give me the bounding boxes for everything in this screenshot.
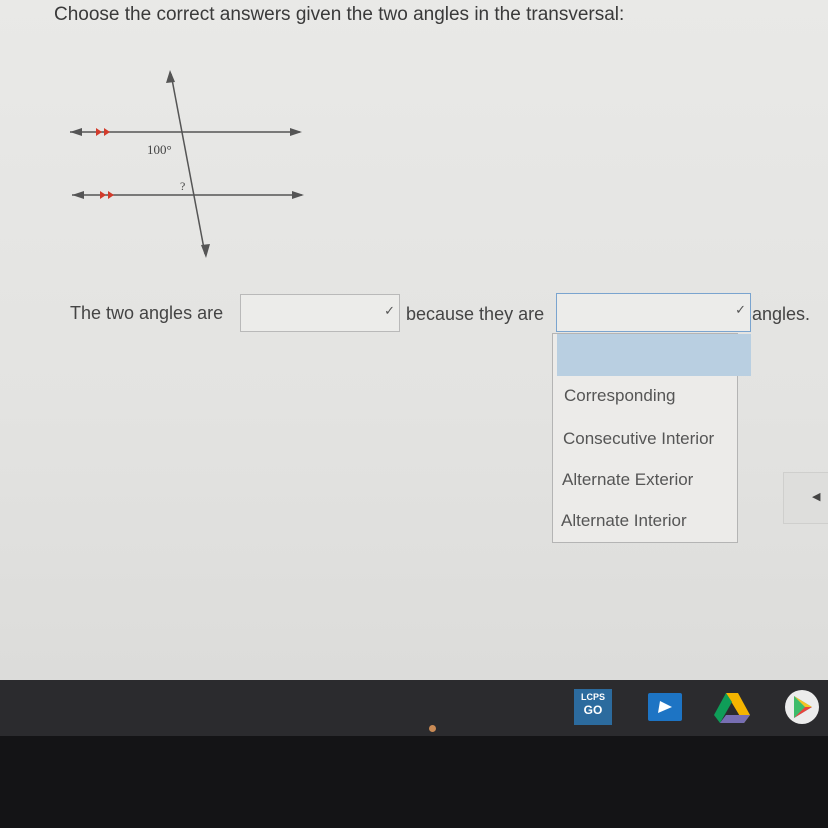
google-drive-icon[interactable] — [713, 689, 751, 725]
option-corresponding[interactable]: Corresponding — [564, 386, 676, 405]
option-alternate-interior[interactable]: Alternate Interior — [561, 511, 687, 530]
angle-relationship-select[interactable] — [240, 294, 400, 332]
chevron-down-icon: ✓ — [735, 302, 746, 317]
option-consecutive-interior[interactable]: Consecutive Interior — [563, 429, 715, 448]
taskbar — [0, 680, 828, 736]
parallel-line-bottom — [72, 191, 304, 199]
lcps-go-label-bottom: GO — [583, 703, 603, 717]
angle-type-dropdown-menu — [552, 333, 738, 543]
angle-type-select[interactable] — [556, 293, 751, 332]
question-text: Choose the correct answers given the two angles in the transversal: — [54, 4, 625, 25]
dropdown-empty-option[interactable] — [557, 334, 751, 376]
transversal-diagram — [62, 64, 312, 264]
triangle-left-icon: ◀ — [812, 491, 821, 503]
transversal-line — [166, 70, 210, 258]
sentence-part3: angles. — [752, 304, 811, 324]
shelf-indicator-dot — [429, 725, 436, 732]
sentence-part1: The two angles are — [70, 303, 224, 323]
laptop-bezel — [0, 736, 828, 828]
angle-label-100: 100° — [147, 142, 172, 157]
play-store-icon[interactable] — [783, 689, 821, 725]
parallel-line-top — [70, 128, 302, 136]
angle-label-unknown: ? — [180, 179, 186, 193]
option-alternate-exterior[interactable]: Alternate Exterior — [562, 470, 694, 489]
lcps-go-icon[interactable] — [574, 689, 612, 725]
classroom-icon[interactable] — [646, 689, 684, 725]
lcps-go-label-top: LCPS — [580, 692, 605, 702]
chevron-down-icon: ✓ — [384, 303, 395, 318]
sentence-part2: because they are — [406, 304, 545, 324]
collapse-panel-button[interactable] — [783, 472, 828, 524]
